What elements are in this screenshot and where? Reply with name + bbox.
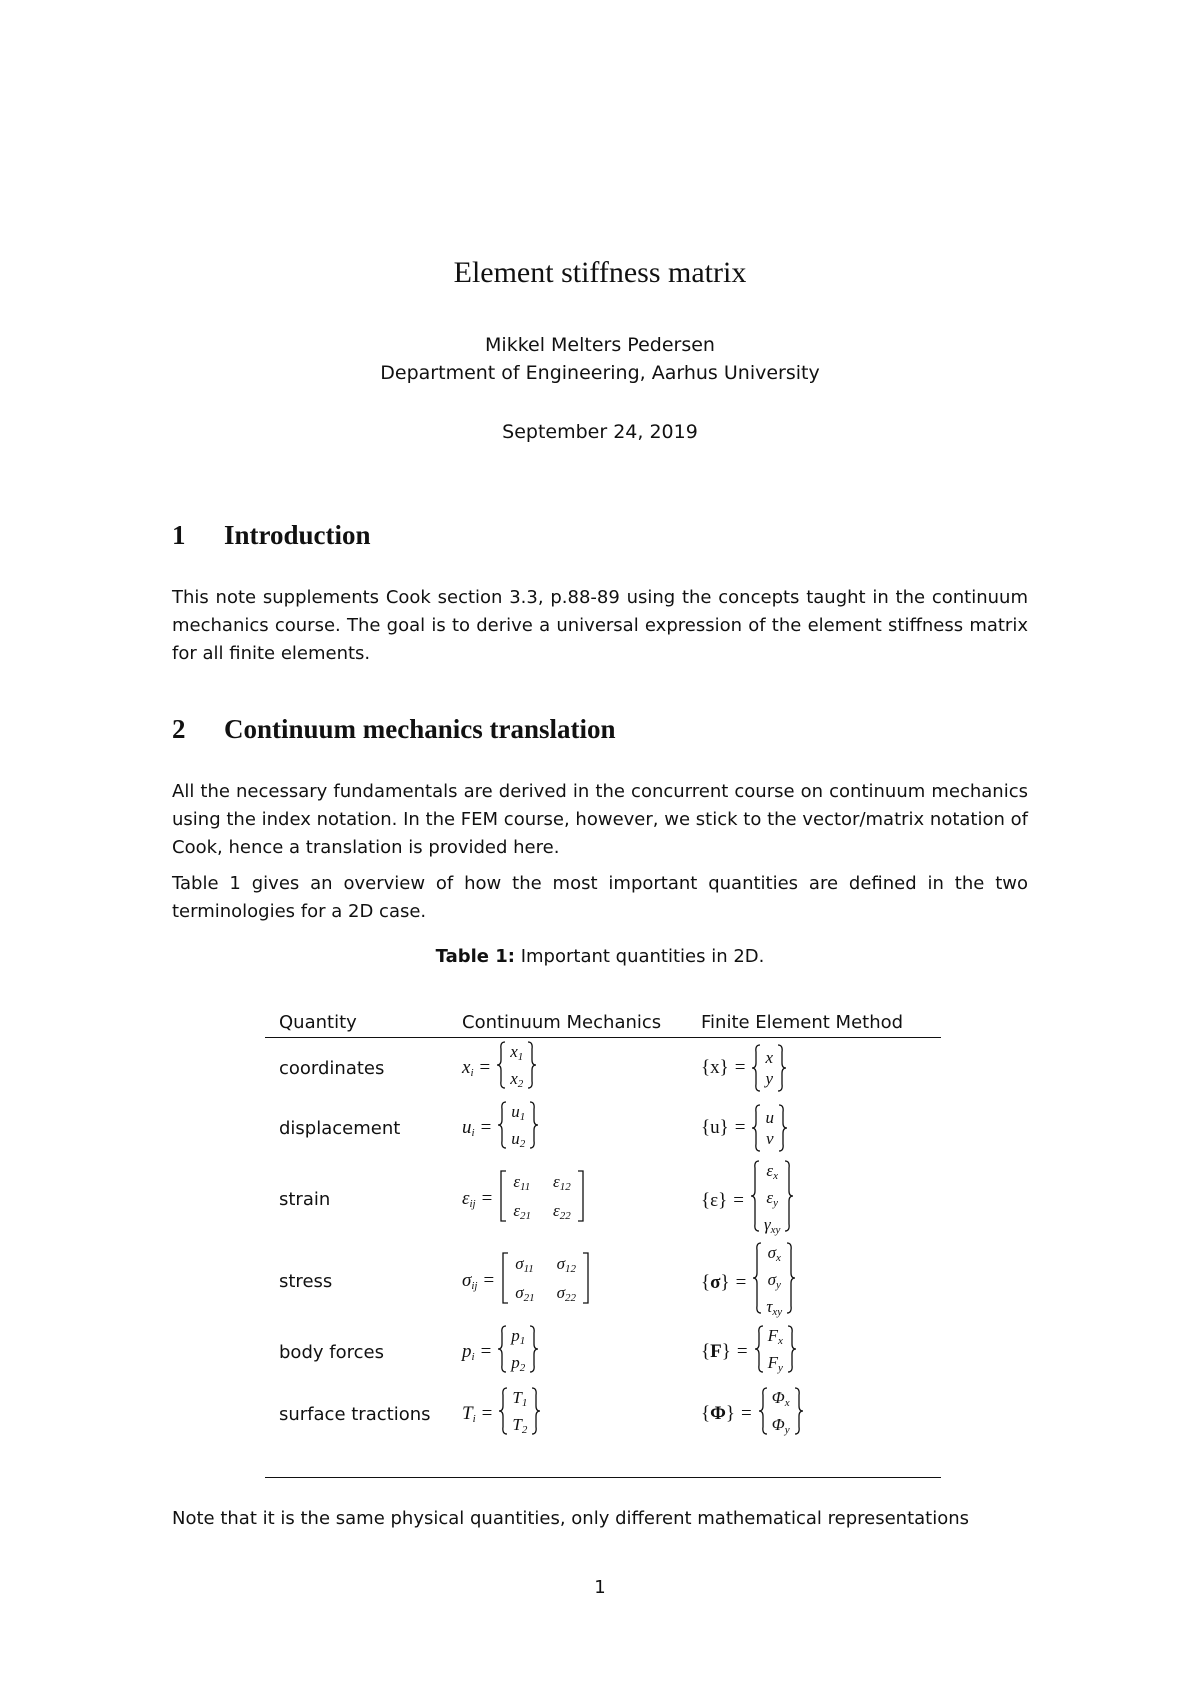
table-caption xyxy=(0,946,1200,967)
brace-icon xyxy=(750,1160,760,1232)
brace-icon xyxy=(529,1325,539,1373)
equals-sign: = xyxy=(734,1117,746,1138)
matrix-entry: $p_2$ xyxy=(511,1353,526,1374)
bracket-icon xyxy=(498,1170,508,1222)
index-symbol: $T_i$ xyxy=(462,1403,476,1425)
column-vector xyxy=(496,1041,537,1095)
table-row xyxy=(0,1160,1200,1238)
quantity-label: strain xyxy=(279,1188,331,1210)
quantity-label: stress xyxy=(279,1270,333,1292)
matrix-entry: $u_2$ xyxy=(511,1129,526,1150)
index-symbol: $p_i$ xyxy=(462,1341,475,1363)
brace-icon xyxy=(497,1101,507,1149)
column-vector xyxy=(497,1101,539,1155)
matrix-entry: $\varepsilon_{21}$ xyxy=(513,1201,532,1222)
fem-expression xyxy=(701,1044,787,1092)
fem-expression xyxy=(701,1325,797,1379)
brace-icon xyxy=(498,1387,508,1435)
brace-icon xyxy=(529,1101,539,1149)
page-number: 1 xyxy=(594,1577,606,1598)
equals-sign: = xyxy=(735,1271,747,1293)
matrix xyxy=(500,1252,591,1310)
matrix-entry: $\varepsilon_{12}$ xyxy=(553,1172,571,1193)
equals-sign: = xyxy=(741,1403,752,1424)
table-row xyxy=(0,1324,1200,1380)
bracket-icon xyxy=(576,1170,586,1222)
matrix-entry: $\sigma_x$ xyxy=(767,1243,781,1264)
quantity-label: body forces xyxy=(279,1341,384,1363)
table-caption-text: Important quantities in 2D. xyxy=(520,946,765,967)
matrix-entry: $T_1$ xyxy=(512,1388,528,1409)
quantity-label: coordinates xyxy=(279,1057,385,1079)
vector-symbol: {F} xyxy=(701,1341,731,1362)
author-name: Mikkel Melters Pedersen xyxy=(485,334,715,356)
equals-sign: = xyxy=(736,1341,748,1362)
table-header-quantity: Quantity xyxy=(279,1012,357,1033)
equals-sign: = xyxy=(480,1341,492,1362)
brace-icon xyxy=(786,1242,796,1314)
brace-icon xyxy=(751,1044,761,1092)
section-number: 1 xyxy=(172,520,186,550)
vector-symbol: {σ} xyxy=(701,1271,730,1293)
index-symbol: $u_i$ xyxy=(462,1117,475,1139)
brace-icon xyxy=(527,1041,537,1089)
continuum-mechanics-expression xyxy=(462,1101,539,1155)
table-header-rule xyxy=(265,1037,941,1038)
brace-icon xyxy=(751,1104,761,1152)
matrix-entry: $\Phi_y$ xyxy=(771,1415,790,1436)
matrix-entry: $F_y$ xyxy=(767,1353,783,1374)
matrix-entry: $\gamma_{xy}$ xyxy=(763,1215,781,1236)
document-title: Element stiffness matrix xyxy=(453,256,747,289)
table-header-continuum-mechanics: Continuum Mechanics xyxy=(462,1012,662,1033)
continuum-mechanics-expression xyxy=(462,1325,539,1379)
brace-icon xyxy=(758,1387,768,1435)
matrix-entry: $x_1$ xyxy=(510,1042,524,1063)
fem-expression xyxy=(701,1160,794,1241)
matrix-entry: u xyxy=(765,1108,774,1127)
column-vector xyxy=(750,1160,794,1241)
brace-icon xyxy=(787,1325,797,1373)
equals-sign: = xyxy=(480,1117,492,1138)
column-vector xyxy=(751,1104,788,1152)
intro-paragraph: This note supplements Cook section 3.3, p.88-89 using the concepts taught in the continuum mechanics course. The goal is to derive a universal expression of the element stiffness matrix for all finite elements. xyxy=(172,587,1028,664)
index-symbol: $\sigma_{ij}$ xyxy=(462,1270,478,1292)
matrix-entry: x xyxy=(765,1048,774,1067)
matrix-entry: $\varepsilon_{11}$ xyxy=(513,1172,531,1193)
equals-sign: = xyxy=(733,1189,744,1211)
brace-icon xyxy=(778,1104,788,1152)
continuum-mechanics-expression xyxy=(462,1041,537,1095)
vector-symbol: {ε} xyxy=(701,1189,728,1211)
index-symbol: $\varepsilon_{ij}$ xyxy=(462,1188,476,1210)
continuum-mechanics-expression xyxy=(462,1170,586,1228)
column-vector xyxy=(758,1387,804,1441)
author-affiliation: Department of Engineering, Aarhus University xyxy=(380,362,820,384)
equals-sign: = xyxy=(479,1057,491,1078)
matrix-entry: $x_2$ xyxy=(510,1069,524,1090)
fem-expression xyxy=(701,1387,804,1441)
table-caption-label: Table 1: xyxy=(435,946,515,967)
matrix-entry: v xyxy=(765,1129,774,1148)
table-header-fem: Finite Element Method xyxy=(701,1012,904,1033)
section-number: 2 xyxy=(172,714,186,744)
bracket-icon xyxy=(500,1252,510,1304)
fem-expression xyxy=(701,1104,788,1152)
brace-icon xyxy=(777,1044,787,1092)
vector-symbol: {u} xyxy=(701,1117,729,1138)
translation-paragraph-2: Table 1 gives an overview of how the most important quantities are defined in the two terminologies for a 2D case. xyxy=(172,873,1028,922)
matrix xyxy=(498,1170,585,1228)
matrix-entry: $\varepsilon_{22}$ xyxy=(553,1201,571,1222)
brace-icon xyxy=(531,1387,541,1435)
matrix-entry: $\varepsilon_x$ xyxy=(766,1161,778,1182)
matrix-entry: $p_1$ xyxy=(511,1326,526,1347)
vector-symbol: {x} xyxy=(701,1057,729,1078)
index-symbol: $x_i$ xyxy=(462,1057,474,1079)
column-vector xyxy=(752,1242,796,1323)
vector-symbol: {Φ} xyxy=(701,1403,736,1424)
matrix-entry: $\sigma_{22}$ xyxy=(556,1283,576,1304)
note-paragraph: Note that it is the same physical quantities, only different mathematical representations xyxy=(172,1508,970,1529)
matrix-entry: $\sigma_{21}$ xyxy=(515,1283,535,1304)
equals-sign: = xyxy=(481,1188,493,1209)
equals-sign: = xyxy=(734,1057,746,1078)
section-heading-translation xyxy=(172,714,616,745)
matrix-entry: $F_x$ xyxy=(767,1326,783,1347)
column-vector xyxy=(751,1044,787,1092)
section-heading-introduction xyxy=(172,520,371,551)
matrix-entry: $\sigma_{11}$ xyxy=(515,1254,534,1275)
column-vector xyxy=(754,1325,797,1379)
quantity-label: displacement xyxy=(279,1117,401,1139)
table-bottom-rule xyxy=(265,1477,941,1478)
brace-icon xyxy=(754,1325,764,1373)
continuum-mechanics-expression xyxy=(462,1252,591,1310)
matrix-entry: $\Phi_x$ xyxy=(771,1388,790,1409)
equals-sign: = xyxy=(481,1403,493,1424)
matrix-entry: y xyxy=(765,1069,774,1088)
translation-paragraph-1: All the necessary fundamentals are derived in the concurrent course on continuum mechanics using the index notation. In the FEM course, however, we stick to the vector/matrix notation of Cook, hence a translation is provided here. xyxy=(172,781,1028,858)
brace-icon xyxy=(496,1041,506,1089)
section-title: Continuum mechanics translation xyxy=(224,714,616,744)
matrix-entry: $\sigma_y$ xyxy=(767,1270,781,1291)
bracket-icon xyxy=(581,1252,591,1304)
matrix-entry: $\tau_{xy}$ xyxy=(766,1297,783,1318)
table-row xyxy=(0,1242,1200,1320)
matrix-entry: $\varepsilon_y$ xyxy=(766,1188,778,1209)
matrix-entry: $T_2$ xyxy=(512,1415,528,1436)
table-row xyxy=(0,1386,1200,1442)
column-vector xyxy=(498,1387,541,1441)
equals-sign: = xyxy=(483,1270,495,1291)
matrix-entry: $u_1$ xyxy=(511,1102,526,1123)
document-date: September 24, 2019 xyxy=(502,421,698,443)
quantity-label: surface tractions xyxy=(279,1403,431,1425)
brace-icon xyxy=(497,1325,507,1373)
table-row xyxy=(0,1040,1200,1096)
brace-icon xyxy=(794,1387,804,1435)
fem-expression xyxy=(701,1242,796,1323)
table-row xyxy=(0,1100,1200,1156)
column-vector xyxy=(497,1325,539,1379)
continuum-mechanics-expression xyxy=(462,1387,541,1441)
section-title: Introduction xyxy=(224,520,371,550)
brace-icon xyxy=(784,1160,794,1232)
brace-icon xyxy=(752,1242,762,1314)
matrix-entry: $\sigma_{12}$ xyxy=(556,1254,576,1275)
